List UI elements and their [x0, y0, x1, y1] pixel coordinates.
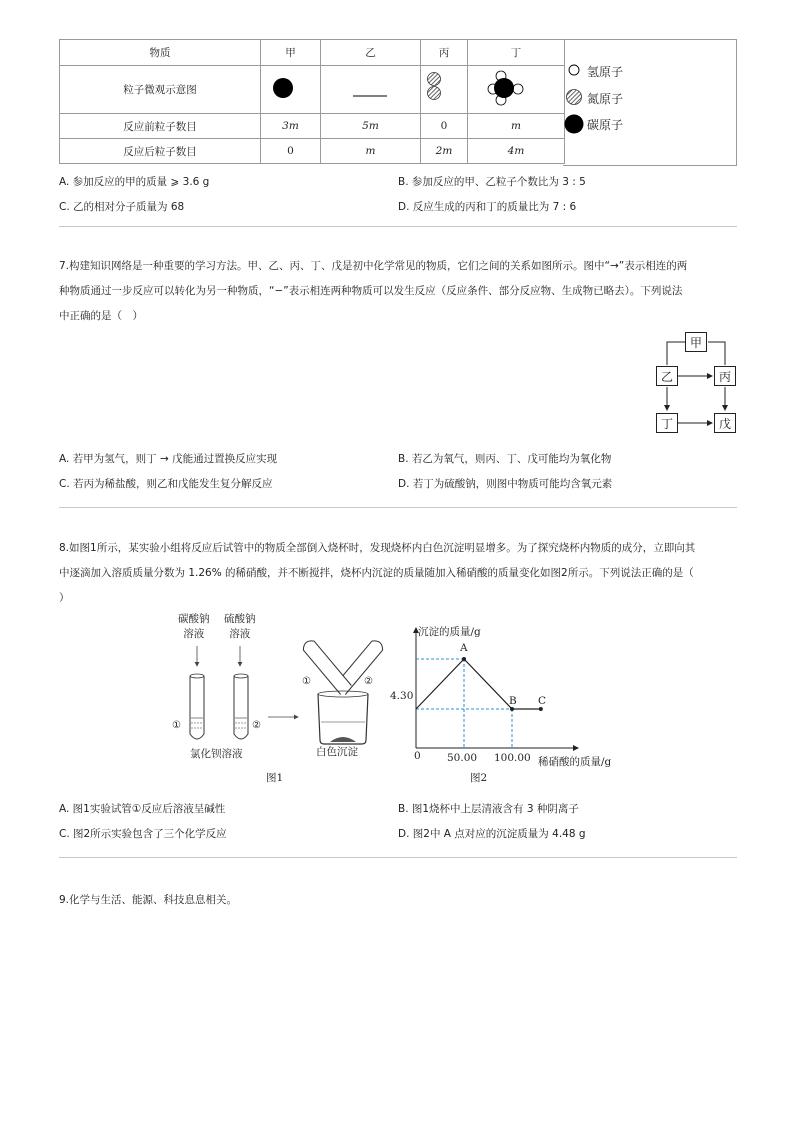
- q7-option-d[interactable]: D. 若丁为硫酸钠，则图中物质可能均含氧元素: [398, 478, 613, 490]
- node-wu: 戊: [714, 413, 736, 433]
- ding-particle-cell: [468, 66, 565, 114]
- particle-table: [59, 39, 565, 164]
- x-axis-label: 稀硝酸的质量/g: [538, 756, 612, 768]
- reagent-label-line: 溶液: [183, 628, 205, 640]
- methane-molecule-icon: [486, 66, 546, 110]
- legend-label-hydrogen: 氢原子: [587, 65, 624, 79]
- nitrogen-molecule-icon: [424, 66, 464, 110]
- q8-stem-line: 8.如图1所示，某实验小组将反应后试管中的物质全部倒入烧杯时，发现烧杯内白色沉淀明显增多。为了探究烧杯内物质的成分，立即向其: [59, 542, 696, 554]
- divider: [59, 507, 737, 508]
- tilted-tube-label-1: ①: [302, 676, 311, 687]
- series-line: [416, 659, 541, 709]
- q7-option-b[interactable]: B. 若乙为氧气，则丙、丁、戊可能均为氧化物: [398, 453, 612, 465]
- table-cell: 丙: [421, 40, 468, 66]
- table-row: [60, 139, 565, 164]
- table-cell: 0: [421, 114, 468, 139]
- tube-label-2: ②: [252, 720, 261, 731]
- q8-stem-line: ）: [59, 592, 70, 604]
- q7-stem: [59, 254, 737, 329]
- table-cell: 5m: [321, 114, 421, 139]
- beaker-label: 白色沉淀: [316, 746, 358, 758]
- yi-particle-cell: [321, 66, 421, 114]
- q8-option-a[interactable]: A. 图1实验试管①反应后溶液呈碱性: [59, 803, 226, 815]
- q6-option-d[interactable]: D. 反应生成的丙和丁的质量比为 7 : 6: [398, 201, 577, 213]
- q8-option-d[interactable]: D. 图2中 A 点对应的沉淀质量为 4.48 g: [398, 828, 586, 840]
- node-ding: 丁: [656, 413, 678, 433]
- figure-2-caption: 图2: [470, 772, 488, 784]
- tube-label-1: ①: [172, 720, 181, 731]
- q8-figure-2: [388, 620, 638, 790]
- q6-option-b[interactable]: B. 参加反应的甲、乙粒子个数比为 3 : 5: [398, 176, 586, 188]
- carbon-atom-icon: [563, 113, 585, 135]
- q8-option-b[interactable]: B. 图1烧杯中上层清液含有 3 种阴离子: [398, 803, 579, 815]
- reagent-label-line: 碳酸钠: [178, 613, 210, 625]
- carbon-atom-icon: [271, 68, 311, 108]
- table-cell: 4m: [468, 139, 565, 164]
- table-row: [60, 114, 565, 139]
- divider: [59, 857, 737, 858]
- table-cell: 物质: [60, 40, 261, 66]
- q8-stem-line: 中逐滴加入溶质质量分数为 1.26% 的稀硝酸，并不断搅拌，烧杯内沉淀的质量随加入稀硝酸的质量变化如图2所示。下列说法正确的是（: [59, 567, 694, 579]
- q7-relation-diagram: [655, 330, 740, 435]
- legend-label-nitrogen: 氮原子: [587, 92, 624, 106]
- atom-legend: [563, 39, 737, 166]
- table-cell: m: [321, 139, 421, 164]
- reagent-label-line: 硫酸钠: [224, 613, 256, 625]
- q7-stem-line: 7.构建知识网络是一种重要的学习方法。甲、乙、丙、丁、戊是初中化学常见的物质，它们之间的关系如图所示。图中“→”表示相连的两: [59, 260, 688, 272]
- point-label-a: A: [460, 642, 468, 654]
- q8-option-c[interactable]: C. 图2所示实验包含了三个化学反应: [59, 828, 227, 840]
- x-tick-label: 100.00: [494, 752, 531, 764]
- table-cell: 丁: [468, 40, 565, 66]
- divider: [59, 226, 737, 227]
- origin-label: 0: [414, 750, 421, 762]
- table-cell: m: [468, 114, 565, 139]
- blank-line-icon: [341, 68, 401, 108]
- tilted-tube-label-2: ②: [364, 676, 373, 687]
- bing-particle-cell: [421, 66, 468, 114]
- jia-particle-cell: [261, 66, 321, 114]
- q7-stem-line: 中正确的是（ ）: [59, 310, 143, 322]
- figure-1-caption: 图1: [266, 772, 284, 784]
- q8-stem: [59, 536, 737, 611]
- y-tick-label: 4.30: [390, 690, 414, 702]
- q8-figure-1: [168, 610, 398, 790]
- node-yi: 乙: [656, 366, 678, 386]
- node-jia: 甲: [685, 332, 707, 352]
- point-b: [510, 707, 514, 711]
- table-header-row: [60, 40, 565, 66]
- table-cell: 2m: [421, 139, 468, 164]
- x-tick-label: 50.00: [447, 752, 478, 764]
- q7-stem-line: 种物质通过一步反应可以转化为另一种物质，“−”表示相连两种物质可以发生反应（反应条件、部分反应物、生成物已略去）。下列说法: [59, 285, 683, 297]
- table-cell: 反应前粒子数目: [60, 114, 261, 139]
- y-axis-label: 沉淀的质量/g: [418, 626, 481, 638]
- table-cell: 乙: [321, 40, 421, 66]
- table-cell: 3m: [261, 114, 321, 139]
- table-cell: 0: [261, 139, 321, 164]
- point-label-c: C: [538, 695, 547, 707]
- bottom-solution-label: 氯化钡溶液: [190, 748, 243, 760]
- node-bing: 丙: [714, 366, 736, 386]
- q7-option-c[interactable]: C. 若丙为稀盐酸，则乙和戊能发生复分解反应: [59, 478, 273, 490]
- q6-option-a[interactable]: A. 参加反应的甲的质量 ⩾ 3.6 g: [59, 176, 210, 188]
- q6-option-c[interactable]: C. 乙的相对分子质量为 68: [59, 201, 185, 213]
- table-cell: 反应后粒子数目: [60, 139, 261, 164]
- reagent-label-line: 溶液: [229, 628, 251, 640]
- table-cell: 甲: [261, 40, 321, 66]
- table-diagram-row: [60, 66, 565, 114]
- point-a: [462, 657, 466, 661]
- hydrogen-atom-icon: [567, 63, 581, 77]
- q7-option-a[interactable]: A. 若甲为氢气，则丁 → 戊能通过置换反应实现: [59, 453, 278, 465]
- q9-stem: 9.化学与生活、能源、科技息息相关。: [59, 894, 238, 906]
- point-label-b: B: [509, 695, 517, 707]
- table-cell: 粒子微观示意图: [60, 66, 261, 114]
- nitrogen-atom-icon: [565, 88, 583, 106]
- apparatus-drawing: [168, 610, 398, 790]
- point-c: [539, 707, 543, 711]
- legend-label-carbon: 碳原子: [587, 118, 624, 132]
